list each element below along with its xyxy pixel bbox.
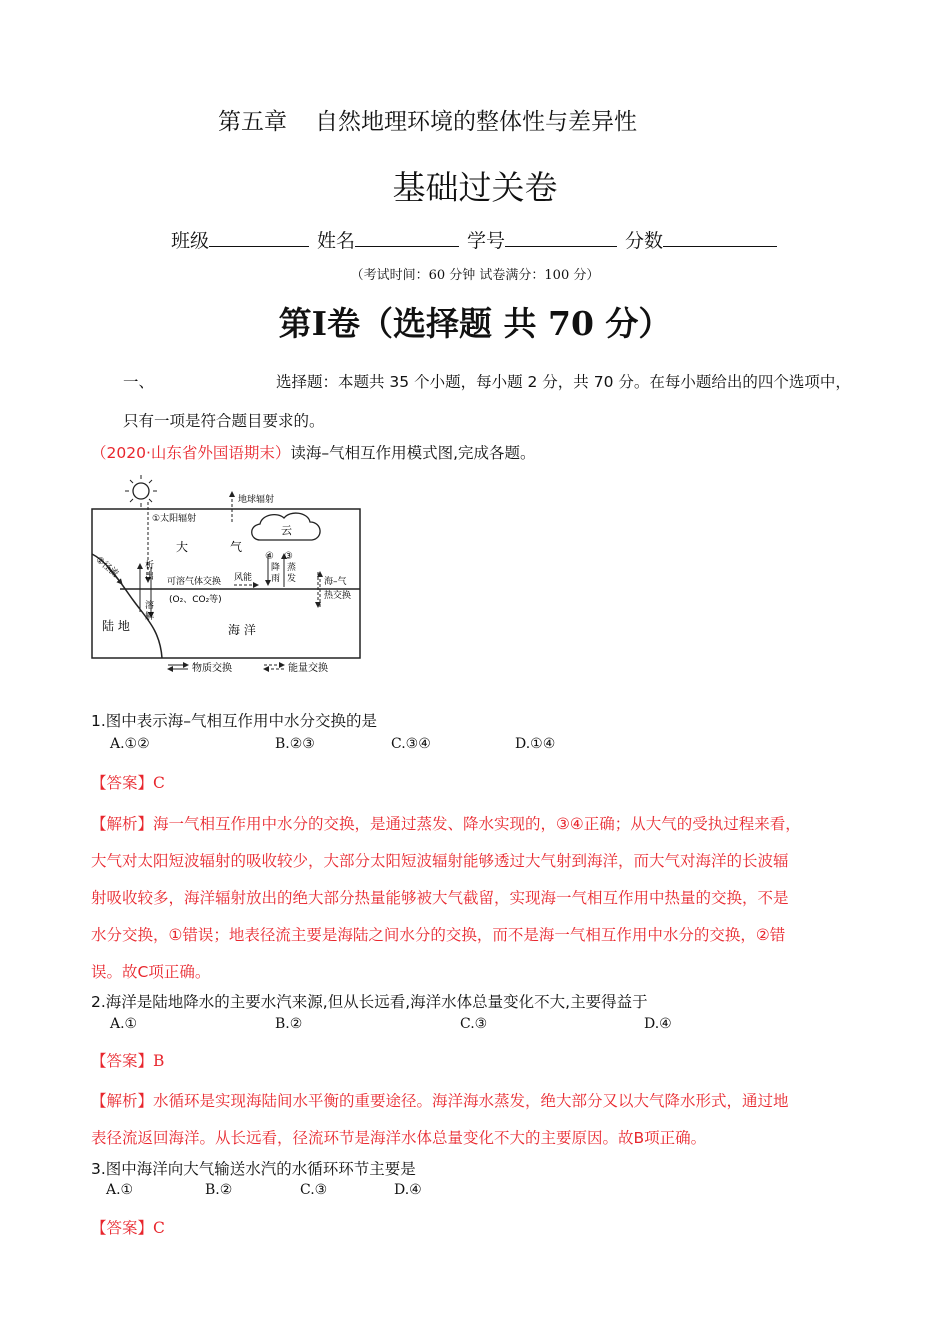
field-score-label: 分数 [625,230,664,252]
ocean-label: 海 洋 [228,623,256,637]
question-2-option-d[interactable]: D.④ [644,1016,672,1032]
cloud-label: 云 [281,524,292,537]
legend-energy-label: 能量交换 [288,663,328,674]
heat-exchange-label-2: 热交换 [324,591,352,601]
source-tag: （2020·山东省外国语期末） [91,444,291,462]
question-2-stem: 2.海洋是陆地降水的主要水汽来源,但从长远看,海洋水体总量变化不大,主要得益于 [91,993,648,1011]
analysis-label: 【解析】 [91,815,154,833]
precipitation-label: 降雨 [271,563,281,584]
field-name-label: 姓名 [317,230,356,252]
answer-label: 【答案】 [91,774,154,792]
runoff-label: ②径流 [93,555,120,580]
question-3-option-a[interactable]: A.① [106,1182,134,1198]
question-3-answer [91,1216,165,1238]
chapter-number: 第五章 [218,109,287,135]
source-text: 读海–气相互作用模式图,完成各题。 [290,444,536,462]
field-class-blank[interactable] [209,228,309,247]
analysis-line: 误。故C项正确。 [91,963,211,981]
analysis-line: 水循环是实现海陆间水平衡的重要途径。海洋海水蒸发，绝大部分又以大气降水形式，通过地 [153,1092,789,1110]
instructions-line-2: 只有一项是符合题目要求的。 [123,412,325,430]
chapter-heading [218,103,637,136]
precipitate-label: 析出 [145,561,155,582]
question-2-answer [91,1049,164,1071]
answer-label: 【答案】 [91,1052,154,1070]
field-score-blank[interactable] [663,228,777,247]
precipitation-number: ④ [265,551,274,562]
question-1-option-b[interactable]: B.②③ [275,736,315,752]
question-3-options [0,1182,950,1202]
evaporation-label: 蒸发 [287,563,297,584]
field-name-blank[interactable] [355,228,459,247]
question-1-option-c[interactable]: C.③④ [391,736,431,752]
sea-air-interaction-diagram [88,472,368,682]
student-info-fields [171,226,785,253]
question-2-analysis [91,1083,789,1157]
doc-title: 基础过关卷 [392,168,558,207]
earth-radiation-label: 地球辐射 [238,495,275,505]
answer-value: C [153,774,165,792]
gas-examples-label: (O₂、CO₂等) [169,595,222,605]
part-title: 第I卷（选择题 共 70 分） [278,304,672,343]
analysis-line: 射吸收较多，海洋辐射放出的绝大部分热量能够被大气截留，实现海一气相互作用中热量的交换，不是 [91,889,789,907]
question-3-option-c[interactable]: C.③ [300,1182,328,1198]
question-1-option-a[interactable]: A.①② [110,736,150,752]
field-class-label: 班级 [171,230,210,252]
question-2-option-b[interactable]: B.② [275,1016,303,1032]
question-2-option-a[interactable]: A.① [110,1016,138,1032]
atmosphere-label-2: 气 [230,540,243,554]
instructions-number: 一、 [123,373,155,391]
sun-icon [125,475,157,507]
wind-energy-label: 风能 [234,573,253,583]
dissolve-label: 溶解 [145,601,155,622]
legend-matter-label: 物质交换 [192,663,232,674]
source-line [91,441,536,463]
gas-exchange-label: 可溶气体交换 [167,577,222,587]
chapter-title: 自然地理环境的整体性与差异性 [315,109,637,135]
answer-value: C [153,1219,165,1237]
analysis-line: 海一气相互作用中水分的交换，是通过蒸发、降水实现的，③④正确；从大气的受执过程来看， [153,815,801,833]
field-id-label: 学号 [467,230,506,252]
question-3-option-b[interactable]: B.② [205,1182,233,1198]
heat-exchange-label-1: 海–气 [324,577,347,587]
analysis-line: 大气对太阳短波辐射的吸收较少，大部分太阳短波辐射能够透过大气射到海洋，而大气对海洋的长波辐 [91,852,789,870]
question-2-option-c[interactable]: C.③ [460,1016,488,1032]
answer-value: B [153,1052,165,1070]
field-id-blank[interactable] [505,228,617,247]
analysis-line: 表径流返回海洋。从长远看，径流环节是海洋水体总量变化不大的主要原因。故B项正确。 [91,1129,707,1147]
instructions-line-1: 选择题：本题共 35 个小题，每小题 2 分，共 70 分。在每小题给出的四个选项中， [276,373,851,391]
question-3-option-d[interactable]: D.④ [394,1182,422,1198]
question-3-stem: 3.图中海洋向大气输送水汽的水循环环节主要是 [91,1160,416,1178]
answer-label: 【答案】 [91,1219,154,1237]
question-1-stem: 1.图中表示海–气相互作用中水分交换的是 [91,712,378,730]
question-1-analysis [91,806,801,991]
exam-note: （考试时间：60 分钟 试卷满分：100 分） [350,268,600,283]
solar-radiation-label: ①太阳辐射 [152,514,197,524]
question-1-options [0,736,950,756]
question-2-options [0,1016,950,1036]
question-1-option-d[interactable]: D.①④ [515,736,556,752]
analysis-line: 水分交换，①错误；地表径流主要是海陆之间水分的交换，而不是海一气相互作用中水分的交换，②错 [91,926,786,944]
land-label: 陆 地 [102,619,130,633]
analysis-label: 【解析】 [91,1092,154,1110]
evaporation-number: ③ [284,551,293,562]
question-1-answer [91,771,165,793]
atmosphere-label-1: 大 [176,540,189,554]
